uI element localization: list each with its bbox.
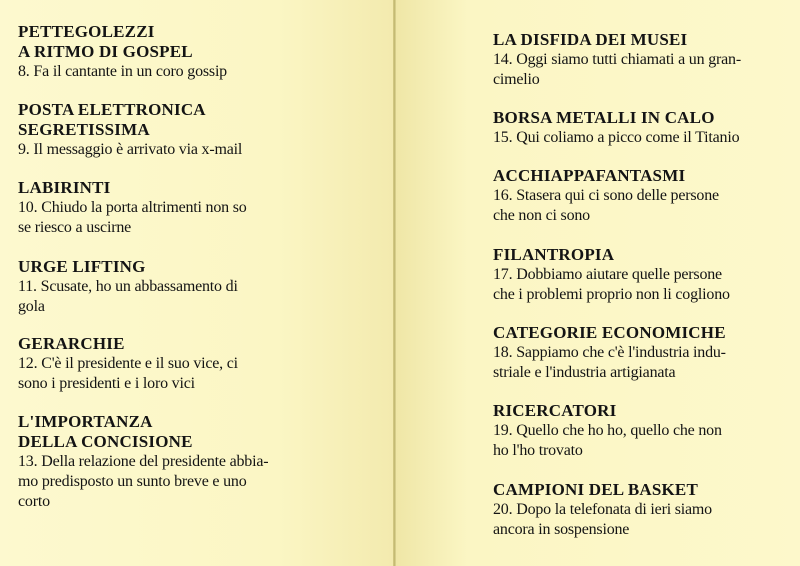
joke-title: RICERCATORI: [493, 401, 617, 420]
joke-line: Fa il cantante in un coro gossip: [33, 63, 227, 80]
joke-entry-14: [493, 30, 785, 90]
joke-text: [493, 265, 785, 305]
joke-number: 9.: [18, 141, 30, 158]
joke-line: Oggi siamo tutti chiamati a un gran- cimelio: [493, 51, 741, 88]
joke-entry-17: [493, 245, 785, 305]
joke-text: [493, 343, 785, 383]
joke-text: [493, 186, 785, 226]
joke-title: POSTA ELETTRONICA SEGRETISSIMA: [18, 100, 206, 139]
joke-text: [18, 277, 308, 317]
joke-text: [493, 50, 785, 90]
joke-entry-8: [18, 22, 308, 82]
joke-entry-16: [493, 166, 785, 226]
joke-entry-12: [18, 334, 308, 394]
joke-number: 12.: [18, 355, 38, 372]
joke-line: Stasera qui ci sono delle persone che non ci sono: [493, 187, 719, 224]
joke-line: Il messaggio è arrivato via x-mail: [33, 141, 243, 158]
joke-number: 20.: [493, 501, 513, 518]
joke-text: [18, 354, 308, 394]
joke-line: Scusate, ho un abbassamento di gola: [18, 278, 238, 315]
joke-number: 17.: [493, 266, 513, 283]
joke-number: 13.: [18, 453, 38, 470]
joke-number: 10.: [18, 199, 38, 216]
joke-text: [493, 421, 785, 461]
joke-text: [18, 198, 308, 238]
joke-title: L'IMPORTANZA DELLA CONCISIONE: [18, 412, 193, 451]
joke-line: Dobbiamo aiutare quelle persone che i problemi proprio non li cogliono: [493, 266, 730, 303]
joke-entry-18: [493, 323, 785, 383]
joke-text: [18, 452, 308, 512]
joke-text: [18, 140, 308, 160]
joke-number: 18.: [493, 344, 513, 361]
joke-line: Chiudo la porta altrimenti non so se riesco a uscirne: [18, 199, 247, 236]
joke-title: LABIRINTI: [18, 178, 111, 197]
joke-entry-19: [493, 401, 785, 461]
page-fold: [393, 0, 396, 566]
joke-title: URGE LIFTING: [18, 257, 146, 276]
joke-title: CAMPIONI DEL BASKET: [493, 480, 699, 499]
joke-title: GERARCHIE: [18, 334, 125, 353]
joke-entry-20: [493, 480, 785, 540]
joke-number: 14.: [493, 51, 513, 68]
joke-line: C'è il presidente e il suo vice, ci sono i presidenti e i loro vici: [18, 355, 238, 392]
joke-number: 11.: [18, 278, 37, 295]
joke-title: LA DISFIDA DEI MUSEI: [493, 30, 688, 49]
joke-entry-15: [493, 108, 785, 148]
joke-line: Della relazione del presidente abbia- mo predisposto un sunto breve e uno corto: [18, 453, 269, 510]
joke-entry-11: [18, 257, 308, 317]
joke-text: [18, 62, 308, 82]
joke-number: 16.: [493, 187, 513, 204]
joke-number: 8.: [18, 63, 30, 80]
joke-line: Dopo la telefonata di ieri siamo ancora in sospensione: [493, 501, 712, 538]
joke-entry-9: [18, 100, 308, 160]
joke-title: FILANTROPIA: [493, 245, 615, 264]
joke-line: Qui coliamo a picco come il Titanio: [516, 129, 740, 146]
joke-entry-10: [18, 178, 308, 238]
joke-entry-13: [18, 412, 308, 512]
joke-text: [493, 500, 785, 540]
joke-title: ACCHIAPPAFANTASMI: [493, 166, 686, 185]
joke-line: Quello che ho ho, quello che non ho l'ho trovato: [493, 422, 722, 459]
joke-number: 19.: [493, 422, 513, 439]
joke-title: CATEGORIE ECONOMICHE: [493, 323, 726, 342]
joke-title: PETTEGOLEZZI A RITMO DI GOSPEL: [18, 22, 193, 61]
joke-text: [493, 128, 785, 148]
joke-line: Sappiamo che c'è l'industria indu- striale e l'industria artigianata: [493, 344, 726, 381]
joke-title: BORSA METALLI IN CALO: [493, 108, 715, 127]
joke-number: 15.: [493, 129, 513, 146]
